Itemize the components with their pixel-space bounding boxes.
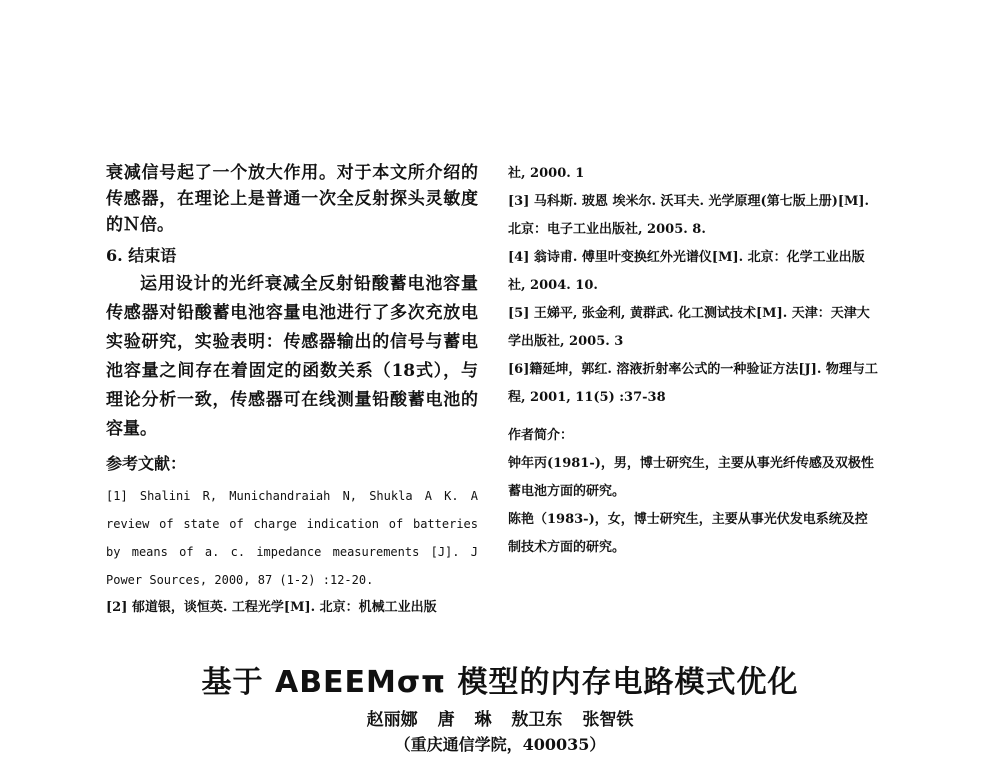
article-title: 基于 ABEEMσπ 模型的内存电路模式优化 xyxy=(201,665,799,700)
reference-2-continued: 社, 2000. 1 xyxy=(508,166,585,181)
conclusion-heading: 6. 结束语 xyxy=(106,246,177,265)
author-bio-1: 钟年丙(1981-)，男，博士研究生，主要从事光纤传感及双极性蓄电池方面的研究。 xyxy=(508,456,874,499)
reference-2: [2] 郁道银，谈恒英. 工程光学[M]. 北京：机械工业出版 xyxy=(106,600,437,615)
next-article-header xyxy=(0,660,1000,756)
right-column xyxy=(508,160,880,562)
reference-4: [4] 翁诗甫. 傅里叶变换红外光谱仪[M]. 北京：化学工业出版社, 2004. 10. xyxy=(508,250,865,293)
reference-3: [3] 马科斯. 玻恩 埃米尔. 沃耳夫. 光学原理(第七版上册)[M]. 北京：电子工业出版社, 2005. 8. xyxy=(508,194,870,237)
article-affiliation: （重庆通信学院，400035） xyxy=(394,735,606,754)
left-column xyxy=(106,160,478,622)
author-bio-2: 陈艳（1983-)，女，博士研究生，主要从事光伏发电系统及控制技术方面的研究。 xyxy=(508,512,868,555)
article-authors: 赵丽娜 唐 琳 敖卫东 张智铁 xyxy=(366,710,634,730)
reference-5: [5] 王娣平, 张金利, 黄群武. 化工测试技术[M]. 天津：天津大学出版社, 2005. 3 xyxy=(508,306,870,349)
author-info-heading: 作者简介： xyxy=(508,428,574,443)
intro-paragraph: 衰减信号起了一个放大作用。对于本文所介绍的传感器，在理论上是普通一次全反射探头灵敏度的Ｎ倍。 xyxy=(106,163,478,235)
references-heading: 参考文献： xyxy=(106,454,187,473)
reference-1: [1] Shalini R, Munichandraiah N, Shukla A K. A review of state of charge indication of batteries by means of a. c. impedance measurements [J]. J Power Sources, 2000, 87 (1-2) :12-20. xyxy=(106,489,478,587)
conclusion-paragraph: 运用设计的光纤衰减全反射铅酸蓄电池容量传感器对铅酸蓄电池容量电池进行了多次充放电实验研究，实验表明：传感器输出的信号与蓄电池容量之间存在着固定的函数关系（18式），与理论分析一致，传感器可在线测量铅酸蓄电池的容量。 xyxy=(106,274,478,439)
reference-6: [6]籍延坤，郭红. 溶液折射率公式的一种验证方法[J]. 物理与工程, 2001, 11(5) :37-38 xyxy=(508,362,878,405)
